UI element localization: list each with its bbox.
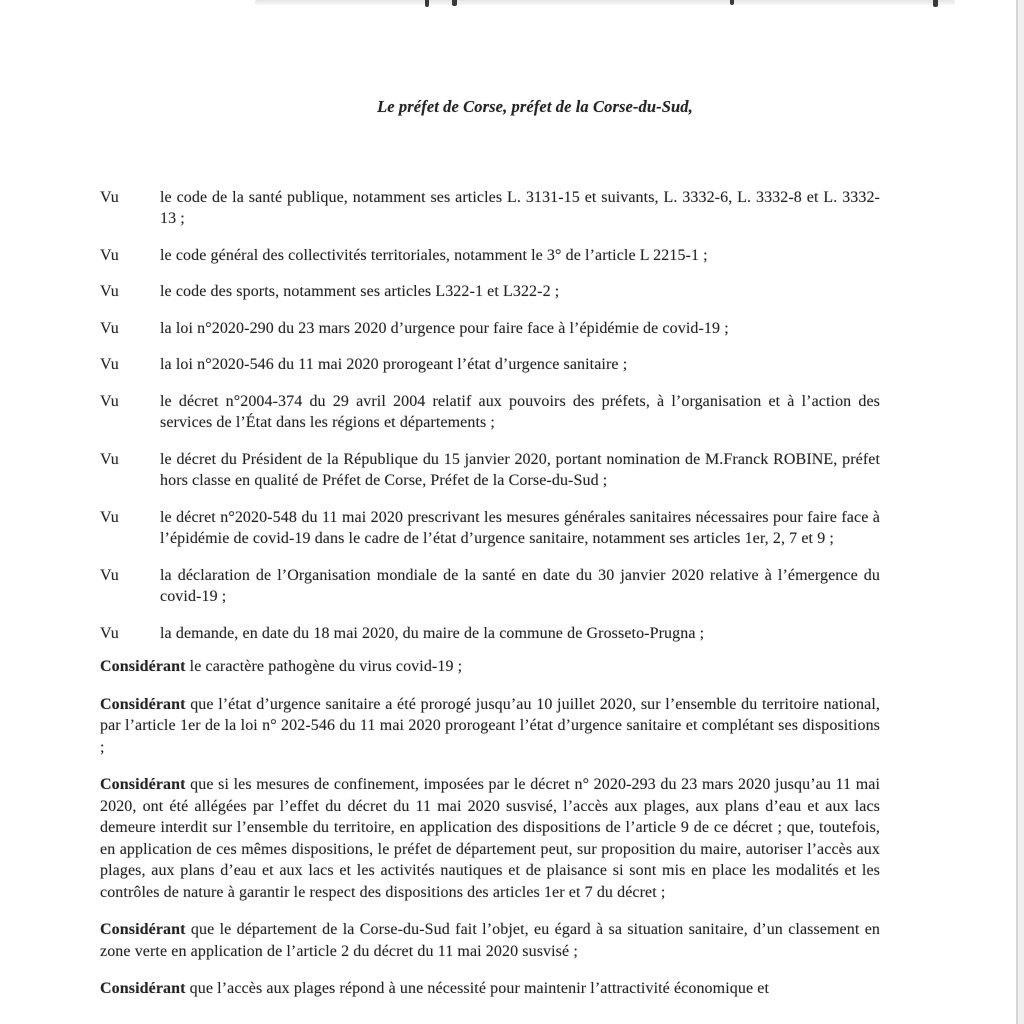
considerant-paragraph xyxy=(100,774,880,903)
visa-item xyxy=(100,318,880,340)
clipped-text-smear xyxy=(255,0,955,5)
considerant-paragraph xyxy=(100,919,880,962)
visas-section xyxy=(100,187,880,645)
visa-item xyxy=(100,245,880,267)
considerant-text: que l’état d’urgence sanitaire a été prorogé jusqu’au 10 juillet 2020, sur l’ensemble du territoire national, par l’article 1er de la loi n° 202-546 du 11 mai 2020 prorogeant l’état d’urgence sanitaire et complétant ses dispositions ; xyxy=(100,695,880,756)
visa-item xyxy=(100,623,880,645)
visa-label: Vu xyxy=(100,319,119,337)
considerant-text: que l’accès aux plages répond à une nécessité pour maintenir l’attractivité économique et xyxy=(189,980,770,997)
considerant-label: Considérant xyxy=(100,921,186,938)
visa-label: Vu xyxy=(100,188,119,206)
visa-item xyxy=(100,507,880,550)
clipped-text-fragment xyxy=(933,0,938,7)
clipped-text-fragment xyxy=(452,0,457,6)
considerant-text: le caractère pathogène du virus covid-19 ; xyxy=(189,658,463,675)
considerant-label: Considérant xyxy=(100,776,186,793)
clipped-text-fragment xyxy=(425,0,429,7)
considerant-paragraph xyxy=(100,978,880,1000)
visa-item xyxy=(100,354,880,376)
considerant-label: Considérant xyxy=(100,658,186,675)
visa-label: Vu xyxy=(100,283,119,300)
visa-label: Vu xyxy=(100,392,119,410)
visa-item xyxy=(100,449,880,492)
considerant-paragraph xyxy=(100,656,880,678)
visa-label: Vu xyxy=(100,356,119,373)
visa-label: Vu xyxy=(100,246,119,264)
visa-text: la loi n°2020-546 du 11 mai 2020 prorogeant l’état d’urgence sanitaire ; xyxy=(160,356,628,373)
visa-label: Vu xyxy=(100,624,119,642)
considerant-paragraph xyxy=(100,694,880,759)
page-right-edge xyxy=(1016,0,1024,1024)
clipped-top-line xyxy=(0,0,1024,10)
visa-label: Vu xyxy=(100,508,119,526)
document-heading: Le préfet de Corse, préfet de la Corse-du-Sud, xyxy=(377,97,693,116)
visa-item xyxy=(100,565,880,608)
considerant-label: Considérant xyxy=(100,695,186,713)
visa-label: Vu xyxy=(100,450,119,468)
visa-text: le code de la santé publique, notamment ses articles L. 3131-15 et suivants, L. 3332-6, L. 3332-8 et L. 3332-13 ; xyxy=(160,188,880,227)
visa-item xyxy=(100,391,880,434)
visa-item xyxy=(100,187,880,230)
visa-text: le code des sports, notamment ses articles L322-1 et L322-2 ; xyxy=(160,283,560,300)
considerant-text: que si les mesures de confinement, imposées par le décret n° 2020-293 du 23 mars 2020 jusqu’au 11 mai 2020, ont été allégées par l’effet du décret du 11 mai 2020 susvisé, l’accès aux plages, aux plans d’eau et aux lacs demeure interdit sur l’ensemble du territoire, en application des dispositions de l’article 9 de ce décret ; que, toutefois, en application de ces mêmes dispositions, le préfet de département peut, sur proposition du maire, autoriser l’accès aux plages, aux plans d’eau et aux lacs et les activités nautiques et de plaisance si sont mis en place les modalités et les contrôles de nature à garantir le respect des dispositions des articles 1er et 7 du décret ; xyxy=(100,776,880,901)
considerant-text: que le département de la Corse-du-Sud fait l’objet, eu égard à sa situation sanitaire, d’un classement en zone verte en application de l’article 2 du décret du 11 mai 2020 susvisé ; xyxy=(100,921,880,960)
considerant-label: Considérant xyxy=(100,980,186,997)
visa-text: le code général des collectivités territoriales, notamment le 3° de l’article L 2215-1 ; xyxy=(160,246,708,264)
visa-text: le décret n°2020-548 du 11 mai 2020 prescrivant les mesures générales sanitaires nécessaires pour faire face à l’épidémie de covid-19 dans le cadre de l’état d’urgence sanitaire, notamment ses articles 1er, 2, 7 et 9 ; xyxy=(160,508,880,547)
visa-text: le décret du Président de la République du 15 janvier 2020, portant nomination de M.Franck ROBINE, préfet hors classe en qualité de Préfet de Corse, Préfet de la Corse-du-Sud ; xyxy=(160,450,880,489)
visa-item xyxy=(100,281,880,303)
visa-text: le décret n°2004-374 du 29 avril 2004 relatif aux pouvoirs des préfets, à l’organisation et à l’action des services de l’État dans les régions et départements ; xyxy=(160,392,880,431)
visa-text: la déclaration de l’Organisation mondiale de la santé en date du 30 janvier 2020 relative à l’émergence du covid-19 ; xyxy=(160,566,880,605)
visa-label: Vu xyxy=(100,566,119,584)
clipped-text-fragment xyxy=(730,0,734,5)
visa-text: la demande, en date du 18 mai 2020, du maire de la commune de Grosseto-Prugna ; xyxy=(160,624,705,642)
visa-text: la loi n°2020-290 du 23 mars 2020 d’urgence pour faire face à l’épidémie de covid-19 ; xyxy=(160,319,729,337)
considerants-section xyxy=(100,656,880,1000)
